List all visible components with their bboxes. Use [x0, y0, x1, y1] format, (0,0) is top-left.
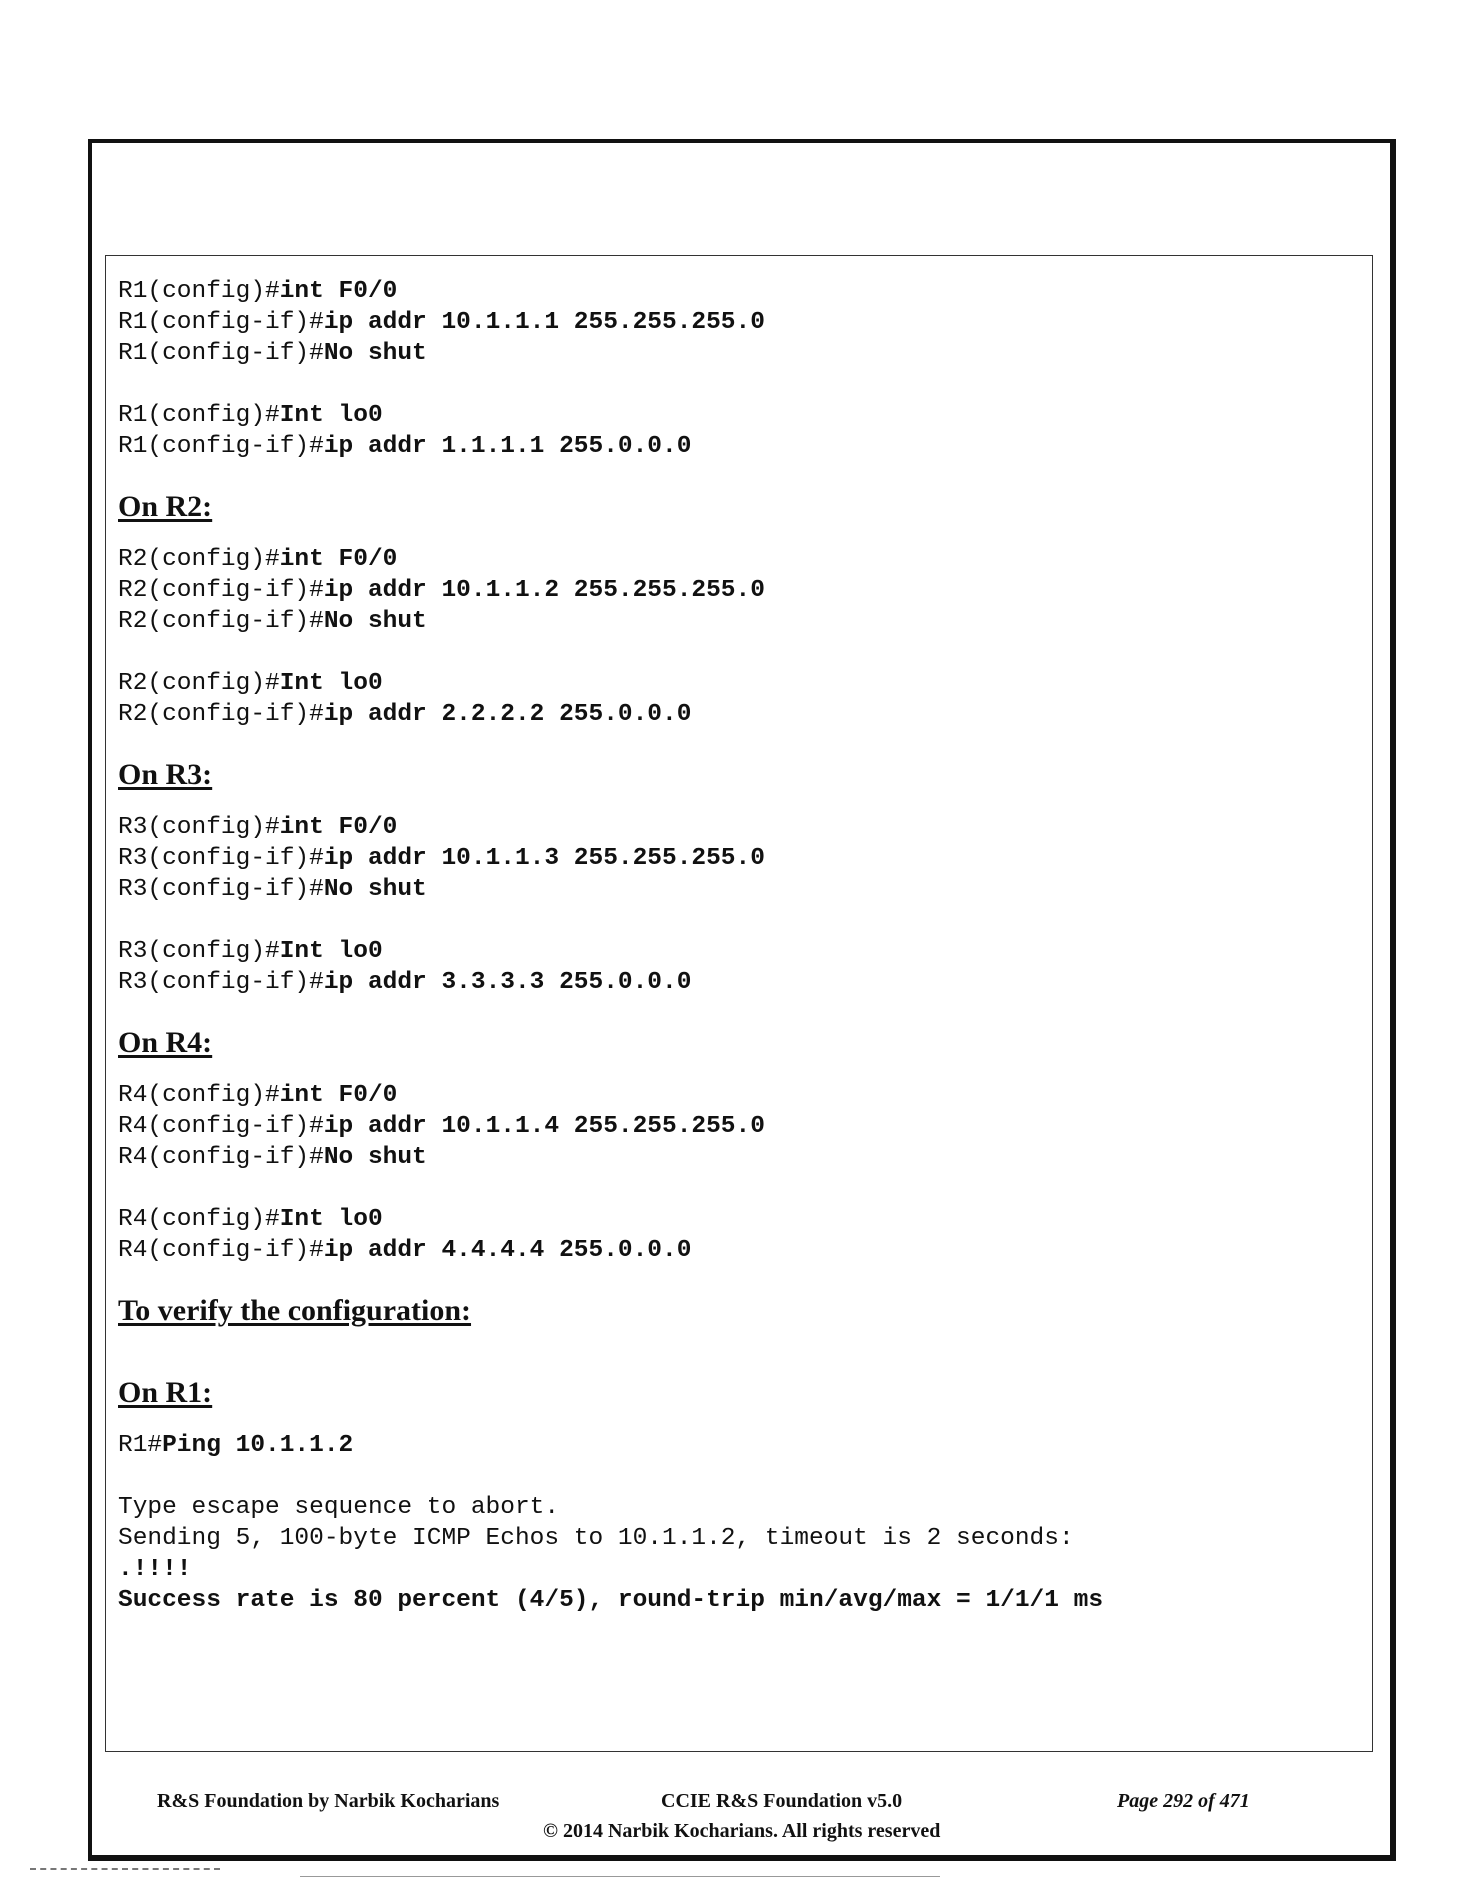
cli-prompt: R2(config-if)# [118, 608, 324, 635]
cli-line [118, 1235, 1362, 1266]
cli-prompt: Sending 5, 100-byte ICMP Echos to 10.1.1.2, timeout is 2 seconds: [118, 1525, 1074, 1552]
cli-code-block [118, 276, 1362, 462]
cli-prompt: R3(config-if)# [118, 969, 324, 996]
cli-line [118, 1554, 1362, 1585]
section-heading: On R3: [118, 758, 213, 791]
cli-line [118, 338, 1362, 369]
cli-line [118, 575, 1362, 606]
cli-command: Int lo0 [279, 670, 383, 697]
cli-line [118, 1523, 1362, 1554]
cli-line [118, 699, 1362, 730]
cli-line [118, 1430, 1362, 1461]
cli-prompt: R1(config-if)# [118, 309, 324, 336]
section-heading: On R1: [118, 1376, 213, 1409]
cli-command: No shut [323, 340, 427, 367]
cli-command: No shut [323, 876, 427, 903]
cli-line [118, 1585, 1362, 1616]
cli-command: Int lo0 [279, 402, 383, 429]
section-heading: On R4: [118, 1026, 213, 1059]
cli-prompt: R2(config)# [118, 546, 280, 573]
cli-line [118, 936, 1362, 967]
cli-command: ip addr 10.1.1.1 255.255.255.0 [323, 309, 765, 336]
cli-prompt: R3(config)# [118, 938, 280, 965]
cli-prompt: R1(config)# [118, 402, 280, 429]
cli-prompt: R4(config)# [118, 1206, 280, 1233]
cli-prompt: R2(config-if)# [118, 577, 324, 604]
cli-command: No shut [323, 1144, 427, 1171]
footer-copyright: © 2014 Narbik Kocharians. All rights reserved [543, 1820, 941, 1842]
cli-prompt: R4(config)# [118, 1082, 280, 1109]
cli-line [118, 843, 1362, 874]
content-box [105, 255, 1373, 1752]
cli-line [118, 874, 1362, 905]
cli-prompt: R3(config-if)# [118, 845, 324, 872]
cli-line [118, 1492, 1362, 1523]
cli-line [118, 544, 1362, 575]
scan-artifact-mark [30, 1868, 220, 1872]
cli-command: .!!!! [118, 1556, 192, 1583]
scan-artifact-line [300, 1876, 940, 1877]
cli-code-block [118, 1080, 1362, 1266]
cli-command: No shut [323, 608, 427, 635]
cli-line [118, 668, 1362, 699]
cli-line [118, 812, 1362, 843]
cli-command: int F0/0 [279, 814, 398, 841]
cli-line [118, 307, 1362, 338]
section-heading: On R2: [118, 490, 213, 523]
document-content [118, 276, 1362, 1616]
cli-command: Int lo0 [279, 938, 383, 965]
cli-code-block [118, 544, 1362, 730]
cli-command: ip addr 3.3.3.3 255.0.0.0 [323, 969, 692, 996]
cli-line [118, 400, 1362, 431]
cli-command: Ping 10.1.1.2 [162, 1432, 354, 1459]
cli-command: int F0/0 [279, 546, 398, 573]
cli-prompt: R1(config)# [118, 278, 280, 305]
cli-line [118, 1080, 1362, 1111]
cli-line [118, 1111, 1362, 1142]
cli-prompt: R4(config-if)# [118, 1144, 324, 1171]
cli-line [118, 606, 1362, 637]
cli-line [118, 967, 1362, 998]
cli-prompt: R1# [118, 1432, 163, 1459]
cli-command: ip addr 10.1.1.2 255.255.255.0 [323, 577, 765, 604]
cli-command: ip addr 10.1.1.3 255.255.255.0 [323, 845, 765, 872]
cli-command: ip addr 1.1.1.1 255.0.0.0 [323, 433, 692, 460]
cli-command: ip addr 2.2.2.2 255.0.0.0 [323, 701, 692, 728]
cli-prompt: R2(config-if)# [118, 701, 324, 728]
cli-line [118, 431, 1362, 462]
cli-prompt: R3(config-if)# [118, 876, 324, 903]
cli-line [118, 276, 1362, 307]
cli-code-block [118, 812, 1362, 998]
cli-command: ip addr 4.4.4.4 255.0.0.0 [323, 1237, 692, 1264]
cli-prompt: R2(config)# [118, 670, 280, 697]
footer-page-number: Page 292 of 471 [1117, 1790, 1250, 1812]
cli-prompt: R1(config-if)# [118, 340, 324, 367]
cli-prompt: R1(config-if)# [118, 433, 324, 460]
cli-code-block [118, 1430, 1362, 1616]
cli-command: Success rate is 80 percent (4/5), round-trip min/avg/max = 1/1/1 ms [118, 1587, 1104, 1614]
footer-book-title: CCIE R&S Foundation v5.0 [661, 1790, 903, 1812]
cli-command: int F0/0 [279, 278, 398, 305]
cli-prompt: Type escape sequence to abort. [118, 1494, 560, 1521]
cli-command: ip addr 10.1.1.4 255.255.255.0 [323, 1113, 765, 1140]
cli-prompt: R4(config-if)# [118, 1113, 324, 1140]
cli-command: Int lo0 [279, 1206, 383, 1233]
cli-line [118, 1142, 1362, 1173]
cli-prompt: R3(config)# [118, 814, 280, 841]
footer-author: R&S Foundation by Narbik Kocharians [157, 1790, 500, 1812]
cli-line [118, 1204, 1362, 1235]
section-heading: To verify the configuration: [118, 1294, 472, 1327]
cli-command: int F0/0 [279, 1082, 398, 1109]
cli-prompt: R4(config-if)# [118, 1237, 324, 1264]
